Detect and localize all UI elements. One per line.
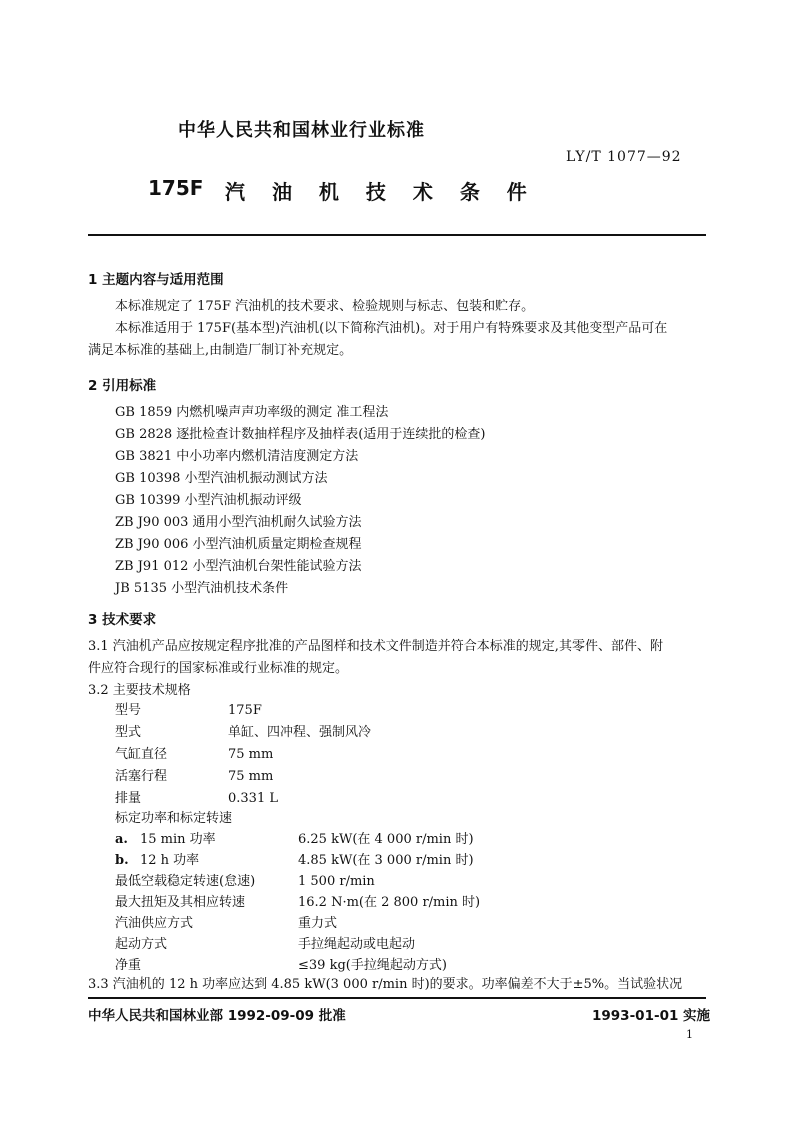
header-divider [88, 234, 706, 236]
section-2-heading: 2 引用标准 [88, 378, 157, 394]
doc-title-prefix: 175F [148, 176, 204, 200]
spec-value: 16.2 N·m(在 2 800 r/min 时) [298, 895, 481, 910]
ref-item: ZB J91 012 小型汽油机台架性能试验方法 [115, 559, 362, 574]
spec-prefix: b. [115, 853, 129, 868]
section-3-1-line-2: 件应符合现行的国家标准或行业标准的规定。 [88, 661, 349, 676]
spec-value: 重力式 [298, 916, 338, 931]
spec-value: 手拉绳起动或电起动 [298, 937, 416, 952]
spec-label: 型式 [115, 725, 142, 740]
implementation-date: 1993-01-01 实施 [592, 1008, 711, 1024]
spec-label: 排量 [115, 791, 142, 806]
doc-title: 汽 油 机 技 术 条 件 [225, 180, 537, 204]
org-title: 中华人民共和国林业行业标准 [178, 120, 425, 141]
section-1-para-2-line-1: 本标准适用于 175F(基本型)汽油机(以下简称汽油机)。对于用户有特殊要求及其他变型产品可在 [115, 321, 668, 336]
spec-value: 4.85 kW(在 3 000 r/min 时) [298, 853, 474, 868]
spec-label: 型号 [115, 703, 142, 718]
spec-label: 12 h 功率 [140, 853, 200, 868]
spec-label: 最大扭矩及其相应转速 [115, 895, 246, 910]
section-3-2-heading: 3.2 主要技术规格 [88, 683, 191, 698]
spec-value: 175F [228, 703, 262, 718]
section-3-1-line-1: 3.1 汽油机产品应按规定程序批准的产品图样和技术文件制造并符合本标准的规定,其零件、部件、附 [88, 639, 663, 654]
spec-value: 75 mm [228, 769, 274, 784]
spec-value: 1 500 r/min [298, 874, 375, 889]
spec-value: 6.25 kW(在 4 000 r/min 时) [298, 832, 474, 847]
spec-label: 气缸直径 [115, 747, 168, 762]
spec-label: 汽油供应方式 [115, 916, 194, 931]
approval-line: 中华人民共和国林业部 1992-09-09 批准 [88, 1008, 346, 1024]
ref-item: GB 3821 中小功率内燃机清洁度测定方法 [115, 449, 359, 464]
section-3-3-line: 3.3 汽油机的 12 h 功率应达到 4.85 kW(3 000 r/min 时)的要求。功率偏差不大于±5%。当试验状况 [88, 977, 683, 992]
ref-item: JB 5135 小型汽油机技术条件 [115, 581, 289, 596]
spec-value: 单缸、四冲程、强制风冷 [228, 725, 372, 740]
ref-item: ZB J90 006 小型汽油机质量定期检查规程 [115, 537, 362, 552]
spec-label: 最低空载稳定转速(怠速) [115, 874, 256, 889]
spec-value: ≤39 kg(手拉绳起动方式) [298, 958, 447, 973]
section-1-para-2-line-2: 满足本标准的基础上,由制造厂制订补充规定。 [88, 343, 353, 358]
spec-prefix: a. [115, 832, 128, 847]
spec-label: 15 min 功率 [140, 832, 216, 847]
ref-item: GB 10398 小型汽油机振动测试方法 [115, 471, 328, 486]
section-3-heading: 3 技术要求 [88, 612, 157, 628]
spec-label: 起动方式 [115, 937, 168, 952]
rated-heading: 标定功率和标定转速 [115, 811, 233, 826]
spec-value: 75 mm [228, 747, 274, 762]
footer-divider [88, 997, 706, 999]
section-1-heading: 1 主题内容与适用范围 [88, 272, 224, 288]
ref-item: GB 2828 逐批检查计数抽样程序及抽样表(适用于连续批的检查) [115, 427, 486, 442]
spec-label: 净重 [115, 958, 142, 973]
standard-code: LY/T 1077—92 [566, 149, 682, 165]
ref-item: GB 10399 小型汽油机振动评级 [115, 493, 302, 508]
ref-item: ZB J90 003 通用小型汽油机耐久试验方法 [115, 515, 362, 530]
spec-value: 0.331 L [228, 791, 278, 806]
section-1-para-1: 本标准规定了 175F 汽油机的技术要求、检验规则与标志、包装和贮存。 [115, 299, 535, 314]
ref-item: GB 1859 内燃机噪声声功率级的测定 准工程法 [115, 405, 389, 420]
page-number: 1 [686, 1028, 693, 1041]
spec-label: 活塞行程 [115, 769, 168, 784]
